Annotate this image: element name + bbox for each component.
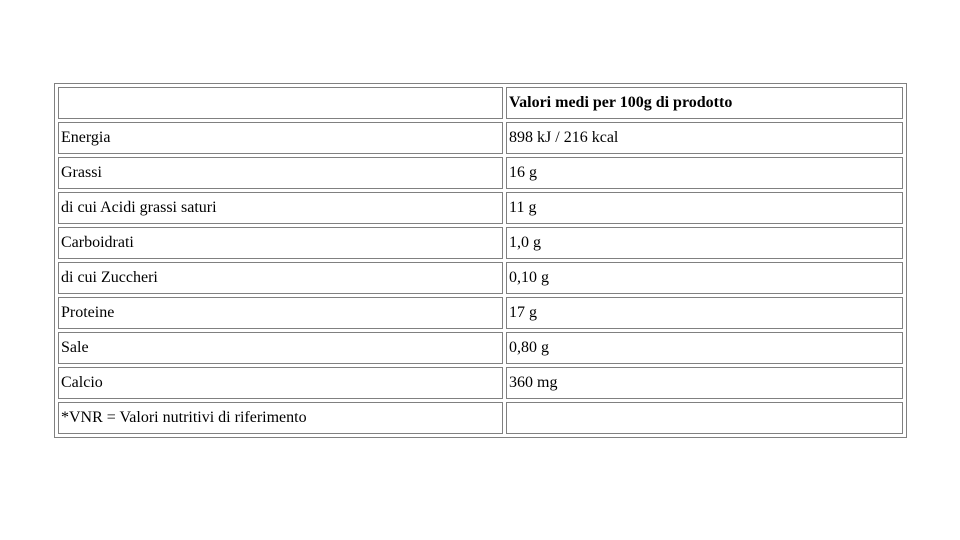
nutrient-value: 17 g — [506, 297, 903, 329]
nutrient-value: 0,10 g — [506, 262, 903, 294]
nutrition-table — [54, 83, 907, 438]
nutrient-value: 16 g — [506, 157, 903, 189]
table-row — [58, 227, 903, 259]
table-row — [58, 262, 903, 294]
table-row — [58, 192, 903, 224]
table-row — [58, 367, 903, 399]
nutrient-label: Sale — [58, 332, 503, 364]
header-value-cell: Valori medi per 100g di prodotto — [506, 87, 903, 119]
table-row — [58, 122, 903, 154]
nutrient-label: Proteine — [58, 297, 503, 329]
nutrient-value: 11 g — [506, 192, 903, 224]
footnote-value — [506, 402, 903, 434]
nutrient-label: di cui Acidi grassi saturi — [58, 192, 503, 224]
nutrient-label: di cui Zuccheri — [58, 262, 503, 294]
nutrient-label: Calcio — [58, 367, 503, 399]
nutrient-label: Energia — [58, 122, 503, 154]
table-row — [58, 157, 903, 189]
nutrient-value: 0,80 g — [506, 332, 903, 364]
table-row — [58, 332, 903, 364]
header-label-cell — [58, 87, 503, 119]
table-row — [58, 297, 903, 329]
footnote-label: *VNR = Valori nutritivi di riferimento — [58, 402, 503, 434]
nutrient-value: 898 kJ / 216 kcal — [506, 122, 903, 154]
nutrient-value: 1,0 g — [506, 227, 903, 259]
nutrient-label: Carboidrati — [58, 227, 503, 259]
table-header-row — [58, 87, 903, 119]
table-footnote-row — [58, 402, 903, 434]
nutrient-value: 360 mg — [506, 367, 903, 399]
nutrient-label: Grassi — [58, 157, 503, 189]
